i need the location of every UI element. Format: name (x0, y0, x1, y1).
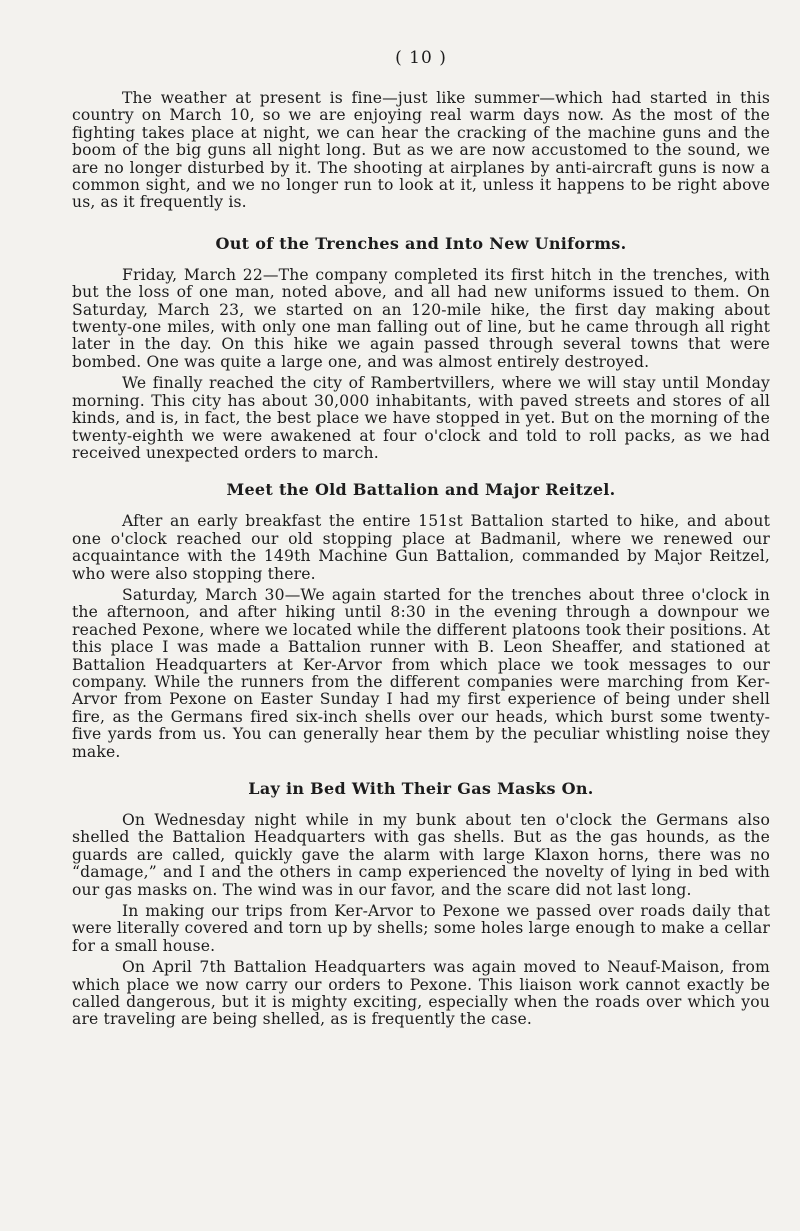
paragraph-neauf-maison: On April 7th Battalion Headquarters was again moved to Neauf-Maison, from which place we now carry our orders to Pexone. This liaison work cannot exactly be called dangerous, but it is mighty exciting, especially when the roads over which you are traveling are being shelled, as is frequently the case. (72, 958, 770, 1029)
paragraph-rambertvillers: We finally reached the city of Rambertvillers, where we will stay until Monday morning. This city has about 30,000 inhabitants, with paved streets and stores of all kinds, and is, in fact, the best place we have stopped in yet. But on the morning of the twenty-eighth we were awakened at four o'clock and told to roll packs, as we had received unexpected orders to march. (72, 374, 770, 462)
section-heading-gas-masks: Lay in Bed With Their Gas Masks On. (248, 779, 594, 798)
paragraph-march-30: Saturday, March 30—We again started for the trenches about three o'clock in the afternoon, and after hiking until 8:30 in the evening through a downpour we reached Pexone, where we located while the different platoons took their positions. At this place I was made a Battalion runner with B. Leon Sheaffer, and stationed at Battalion Headquarters at Ker-Arvor from which place we took messages to our company. While the runners from the different companies were marching from Ker-Arvor from Pexone on Easter Sunday I had my first experience of being under shell fire, as the Germans fired six-inch shells over our heads, which burst some twenty-five yards from us. You can generally hear them by the peculiar whistling noise they make. (72, 585, 770, 761)
paragraph-roads-shells: In making our trips from Ker-Arvor to Pexone we passed over roads daily that were literally covered and torn up by shells; some holes large enough to make a cellar for a small house. (72, 902, 770, 955)
paragraph-breakfast-hike: After an early breakfast the entire 151st Battalion started to hike, and about one o'clock reached our old stopping place at Badmanil, where we renewed our acquaintance with the 149th Machine Gun Battalion, commanded by Major Reitzel, who were also stopping there. (72, 512, 770, 583)
paragraph-gas-shells: On Wednesday night while in my bunk about ten o'clock the Germans also shelled the Battalion Headquarters with gas shells. But as the gas hounds, as the guards are called, quickly gave the alarm with large Klaxon horns, there was no “damage,” and I and the others in camp experienced the novelty of lying in bed with our gas masks on. The wind was in our favor, and the scare did not last long. (72, 811, 770, 899)
section-heading-old-battalion: Meet the Old Battalion and Major Reitzel. (226, 480, 616, 500)
paragraph-march-22: Friday, March 22—The company completed its first hitch in the trenches, with but the loss of one man, noted above, and all had new uniforms issued to them. On Saturday, March 23, we started on an 120-mile hike, the first day making about twenty-one miles, with only one man falling out of line, but he came through all right later in the day. On this hike we again passed through several towns that were bombed. One was quite a large one, and was almost entirely destroyed. (72, 265, 770, 371)
section-heading-trenches-uniforms: Out of the Trenches and Into New Uniforms. (215, 233, 627, 253)
page-number: ( 10 ) (395, 48, 447, 68)
paragraph-weather: The weather at present is fine—just like summer—which had started in this country on March 10, so we are enjoying real warm days now. As the most of the fighting takes place at night, we can hear the cracking of the machine guns and the boom of the big guns all night long. But as we are now accustomed to the sound, we are no longer disturbed by it. The shooting at airplanes by anti-aircraft guns is now a common sight, and we no longer run to look at it, unless it happens to be right above us, as it frequently is. (72, 89, 770, 212)
